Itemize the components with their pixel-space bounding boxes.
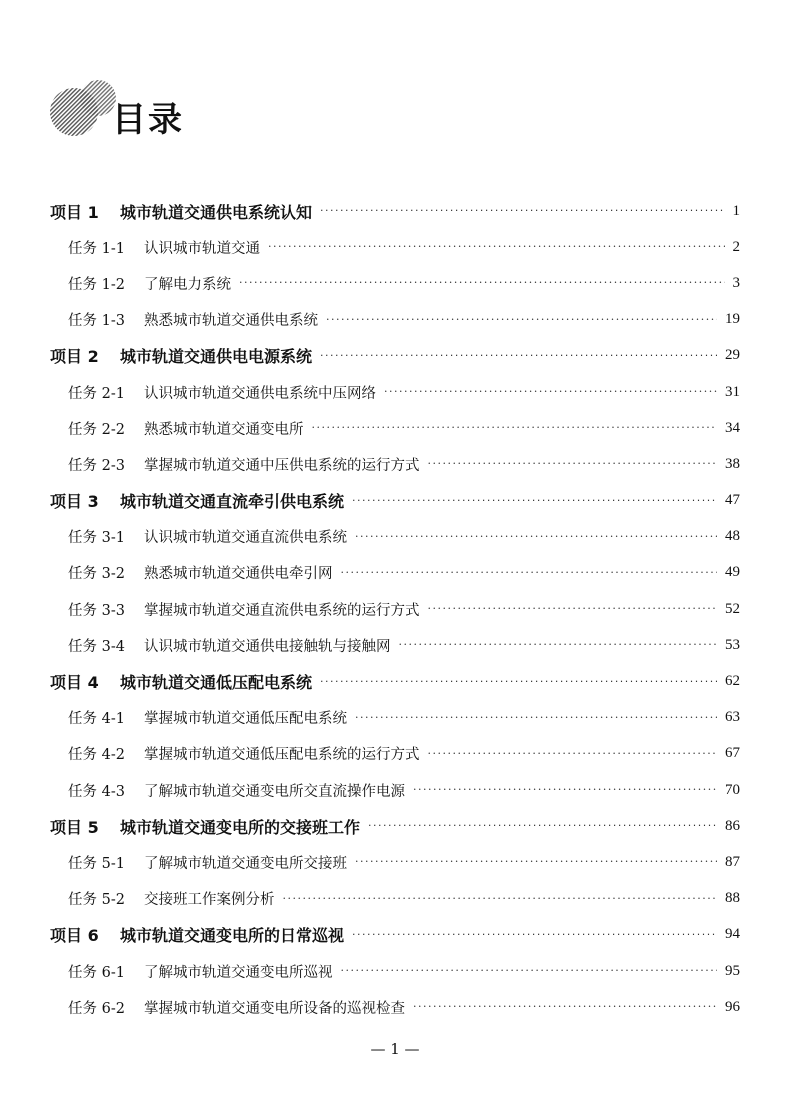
leader-dots <box>283 891 718 907</box>
entry-number: 任务 3-2 <box>68 566 125 583</box>
entry-title: 城市轨道交通供电电源系统 <box>120 347 313 367</box>
leader-dots <box>428 456 718 472</box>
entry-page: 34 <box>725 419 740 436</box>
toc-task-entry[interactable] <box>50 627 740 663</box>
leader-dots <box>355 854 717 870</box>
entry-number: 项目 6 <box>50 926 99 946</box>
leader-dots <box>413 999 717 1015</box>
leader-dots <box>341 565 718 581</box>
entry-title: 掌握城市轨道交通直流供电系统的运行方式 <box>144 602 420 619</box>
toc-task-entry[interactable] <box>50 736 740 772</box>
entry-page: 49 <box>725 564 740 581</box>
leader-dots <box>428 601 718 617</box>
toc-task-entry[interactable] <box>50 591 740 627</box>
toc-task-entry[interactable] <box>50 265 740 301</box>
entry-title: 了解电力系统 <box>144 276 231 293</box>
toc-task-entry[interactable] <box>50 229 740 265</box>
entry-number: 任务 4-1 <box>68 711 125 728</box>
entry-number: 任务 4-2 <box>68 747 125 764</box>
entry-page: 95 <box>725 962 740 979</box>
toc-task-entry[interactable] <box>50 989 740 1025</box>
leader-dots <box>352 927 717 943</box>
entry-number: 任务 1-2 <box>68 276 125 293</box>
entry-title: 了解城市轨道交通变电所交直流操作电源 <box>144 783 405 800</box>
entry-number: 项目 4 <box>50 673 99 693</box>
entry-number: 项目 2 <box>50 347 99 367</box>
entry-number: 项目 5 <box>50 817 99 837</box>
entry-title: 了解城市轨道交通变电所巡视 <box>144 964 333 981</box>
entry-title: 熟悉城市轨道交通变电所 <box>144 421 304 438</box>
entry-title: 了解城市轨道交通变电所交接班 <box>144 855 347 872</box>
entry-title: 认识城市轨道交通直流供电系统 <box>144 530 347 547</box>
entry-page: 87 <box>725 853 740 870</box>
leader-dots <box>384 384 717 400</box>
entry-page: 86 <box>725 817 740 834</box>
toc-task-entry[interactable] <box>50 555 740 591</box>
entry-title: 掌握城市轨道交通中压供电系统的运行方式 <box>144 457 420 474</box>
entry-title: 掌握城市轨道交通低压配电系统的运行方式 <box>144 747 420 764</box>
entry-title: 城市轨道交通供电系统认知 <box>120 202 313 222</box>
entry-number: 任务 3-3 <box>68 602 125 619</box>
toc-project-entry[interactable] <box>50 663 740 699</box>
leader-dots <box>368 818 717 834</box>
toc-project-entry[interactable] <box>50 338 740 374</box>
entry-page: 31 <box>725 383 740 400</box>
toc-task-entry[interactable] <box>50 700 740 736</box>
table-of-contents <box>50 193 740 1025</box>
leader-dots <box>355 710 717 726</box>
entry-title: 认识城市轨道交通 <box>144 240 260 257</box>
entry-number: 任务 4-3 <box>68 783 125 800</box>
hatched-circles-logo-icon <box>50 76 120 140</box>
entry-page: 48 <box>725 528 740 545</box>
entry-page: 94 <box>725 926 740 943</box>
entry-number: 任务 6-2 <box>68 1000 125 1017</box>
toc-task-entry[interactable] <box>50 446 740 482</box>
toc-project-entry[interactable] <box>50 483 740 519</box>
entry-number: 任务 3-1 <box>68 530 125 547</box>
entry-page: 38 <box>725 455 740 472</box>
entry-page: 67 <box>725 745 740 762</box>
toc-project-entry[interactable] <box>50 917 740 953</box>
leader-dots <box>428 746 718 762</box>
entry-page: 88 <box>725 890 740 907</box>
entry-number: 任务 1-3 <box>68 313 125 330</box>
entry-number: 项目 1 <box>50 202 99 222</box>
entry-number: 任务 3-4 <box>68 638 125 655</box>
entry-number: 任务 5-2 <box>68 892 125 909</box>
leader-dots <box>320 674 717 690</box>
entry-title: 城市轨道交通低压配电系统 <box>120 673 313 693</box>
toc-header <box>50 76 250 146</box>
toc-task-entry[interactable] <box>50 410 740 446</box>
leader-dots <box>268 239 725 255</box>
entry-title: 熟悉城市轨道交通供电牵引网 <box>144 566 333 583</box>
leader-dots <box>320 348 717 364</box>
toc-task-entry[interactable] <box>50 519 740 555</box>
entry-page: 53 <box>725 636 740 653</box>
page-title: 目录 <box>112 100 184 140</box>
entry-page: 2 <box>732 238 740 255</box>
toc-task-entry[interactable] <box>50 302 740 338</box>
entry-page: 29 <box>725 347 740 364</box>
entry-page: 63 <box>725 709 740 726</box>
entry-title: 城市轨道交通直流牵引供电系统 <box>120 492 345 512</box>
toc-project-entry[interactable] <box>50 193 740 229</box>
entry-title: 认识城市轨道交通供电接触轨与接触网 <box>144 638 391 655</box>
entry-number: 任务 2-3 <box>68 457 125 474</box>
entry-number: 任务 2-2 <box>68 421 125 438</box>
entry-page: 3 <box>732 274 740 291</box>
leader-dots <box>352 493 717 509</box>
entry-title: 熟悉城市轨道交通供电系统 <box>144 313 318 330</box>
entry-page: 96 <box>725 998 740 1015</box>
entry-number: 任务 6-1 <box>68 964 125 981</box>
entry-title: 城市轨道交通变电所的交接班工作 <box>120 817 361 837</box>
toc-task-entry[interactable] <box>50 844 740 880</box>
entry-title: 掌握城市轨道交通变电所设备的巡视检查 <box>144 1000 405 1017</box>
page-number-footer: — 1 — <box>370 1040 420 1058</box>
entry-number: 任务 1-1 <box>68 240 125 257</box>
entry-title: 城市轨道交通变电所的日常巡视 <box>120 926 345 946</box>
leader-dots <box>341 963 718 979</box>
entry-title: 交接班工作案例分析 <box>144 892 275 909</box>
leader-dots <box>320 203 724 219</box>
entry-page: 70 <box>725 781 740 798</box>
toc-project-entry[interactable] <box>50 808 740 844</box>
entry-page: 19 <box>725 311 740 328</box>
entry-page: 47 <box>725 492 740 509</box>
entry-number: 任务 2-1 <box>68 385 125 402</box>
toc-task-entry[interactable] <box>50 374 740 410</box>
leader-dots <box>326 312 717 328</box>
leader-dots <box>312 420 718 436</box>
entry-title: 掌握城市轨道交通低压配电系统 <box>144 711 347 728</box>
leader-dots <box>355 529 717 545</box>
toc-task-entry[interactable] <box>50 881 740 917</box>
entry-number: 项目 3 <box>50 492 99 512</box>
leader-dots <box>399 637 718 653</box>
toc-task-entry[interactable] <box>50 772 740 808</box>
entry-page: 52 <box>725 600 740 617</box>
leader-dots <box>413 782 717 798</box>
toc-task-entry[interactable] <box>50 953 740 989</box>
entry-page: 1 <box>732 202 740 219</box>
entry-number: 任务 5-1 <box>68 855 125 872</box>
entry-title: 认识城市轨道交通供电系统中压网络 <box>144 385 376 402</box>
entry-page: 62 <box>725 673 740 690</box>
leader-dots <box>239 275 725 291</box>
